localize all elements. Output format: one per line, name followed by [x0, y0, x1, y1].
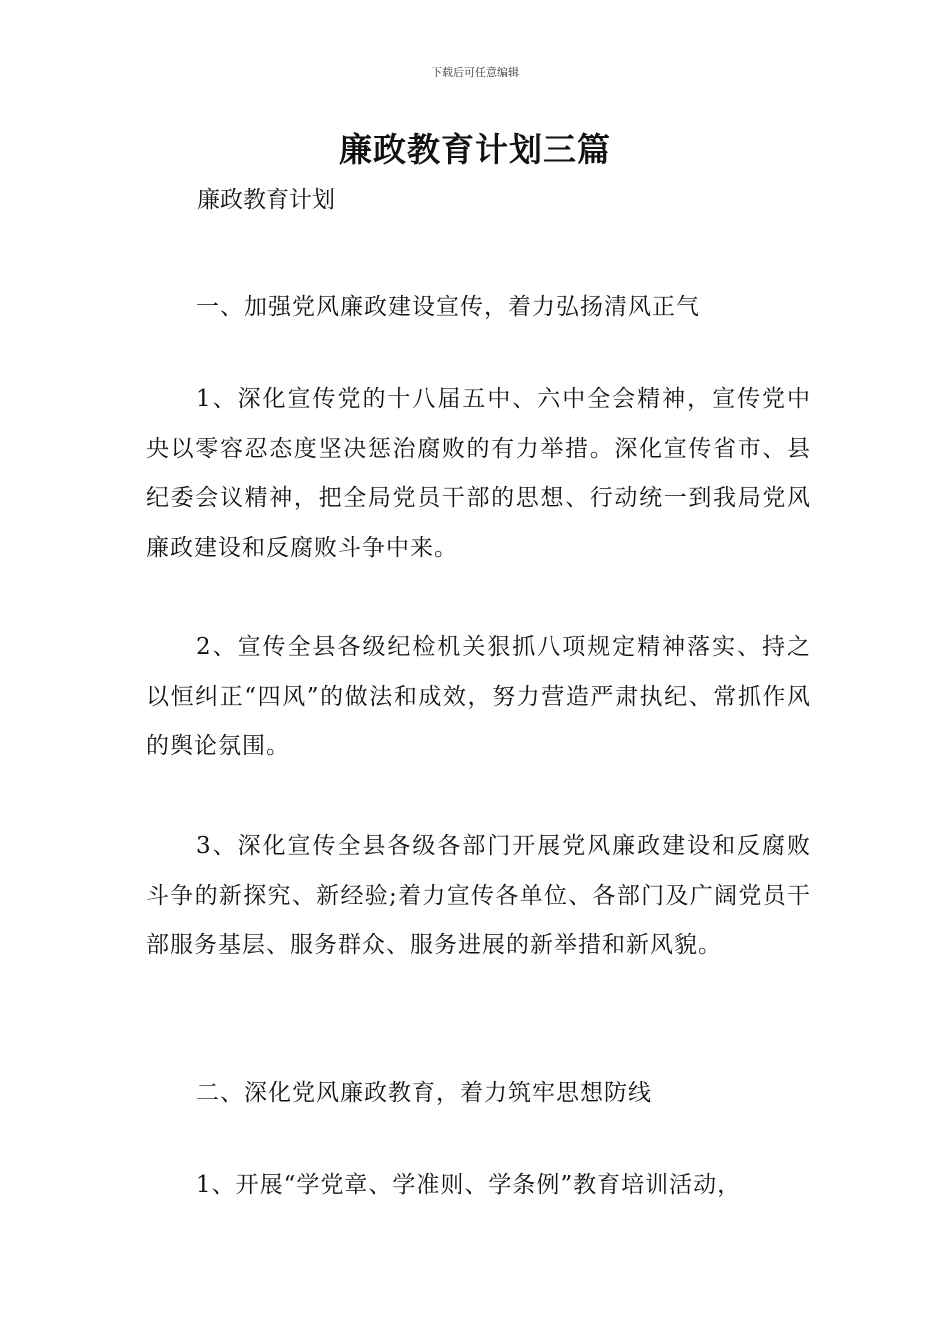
section-heading-2: 二、深化党风廉政教育，着力筑牢思想防线	[196, 1080, 652, 1106]
document-subtitle: 廉政教育计划	[197, 187, 335, 213]
page-header-note: 下载后可任意编辑	[431, 66, 519, 79]
paragraph-1-2: 2、宣传全县各级纪检机关狠抓八项规定精神落实、持之以恒纠正“四风”的做法和成效，努力营造严肃执纪、常抓作风的舆论氛围。	[146, 634, 811, 759]
paragraph-2-1: 1、开展“学党章、学准则、学条例”教育培训活动，	[196, 1172, 742, 1198]
document-title: 廉政教育计划三篇	[339, 130, 611, 169]
paragraph-1-1: 1、深化宣传党的十八届五中、六中全会精神，宣传党中央以零容忍态度坚决惩治腐败的有力举措。深化宣传省市、县纪委会议精神，把全局党员干部的思想、行动统一到我局党风廉政建设和反腐败斗争中来。	[146, 386, 811, 561]
paragraph-1-3: 3、深化宣传全县各级各部门开展党风廉政建设和反腐败斗争的新探究、新经验;着力宣传各单位、各部门及广阔党员干部服务基层、服务群众、服务进展的新举措和新风貌。	[146, 833, 811, 958]
section-heading-1: 一、加强党风廉政建设宣传，着力弘扬清风正气	[196, 294, 700, 320]
